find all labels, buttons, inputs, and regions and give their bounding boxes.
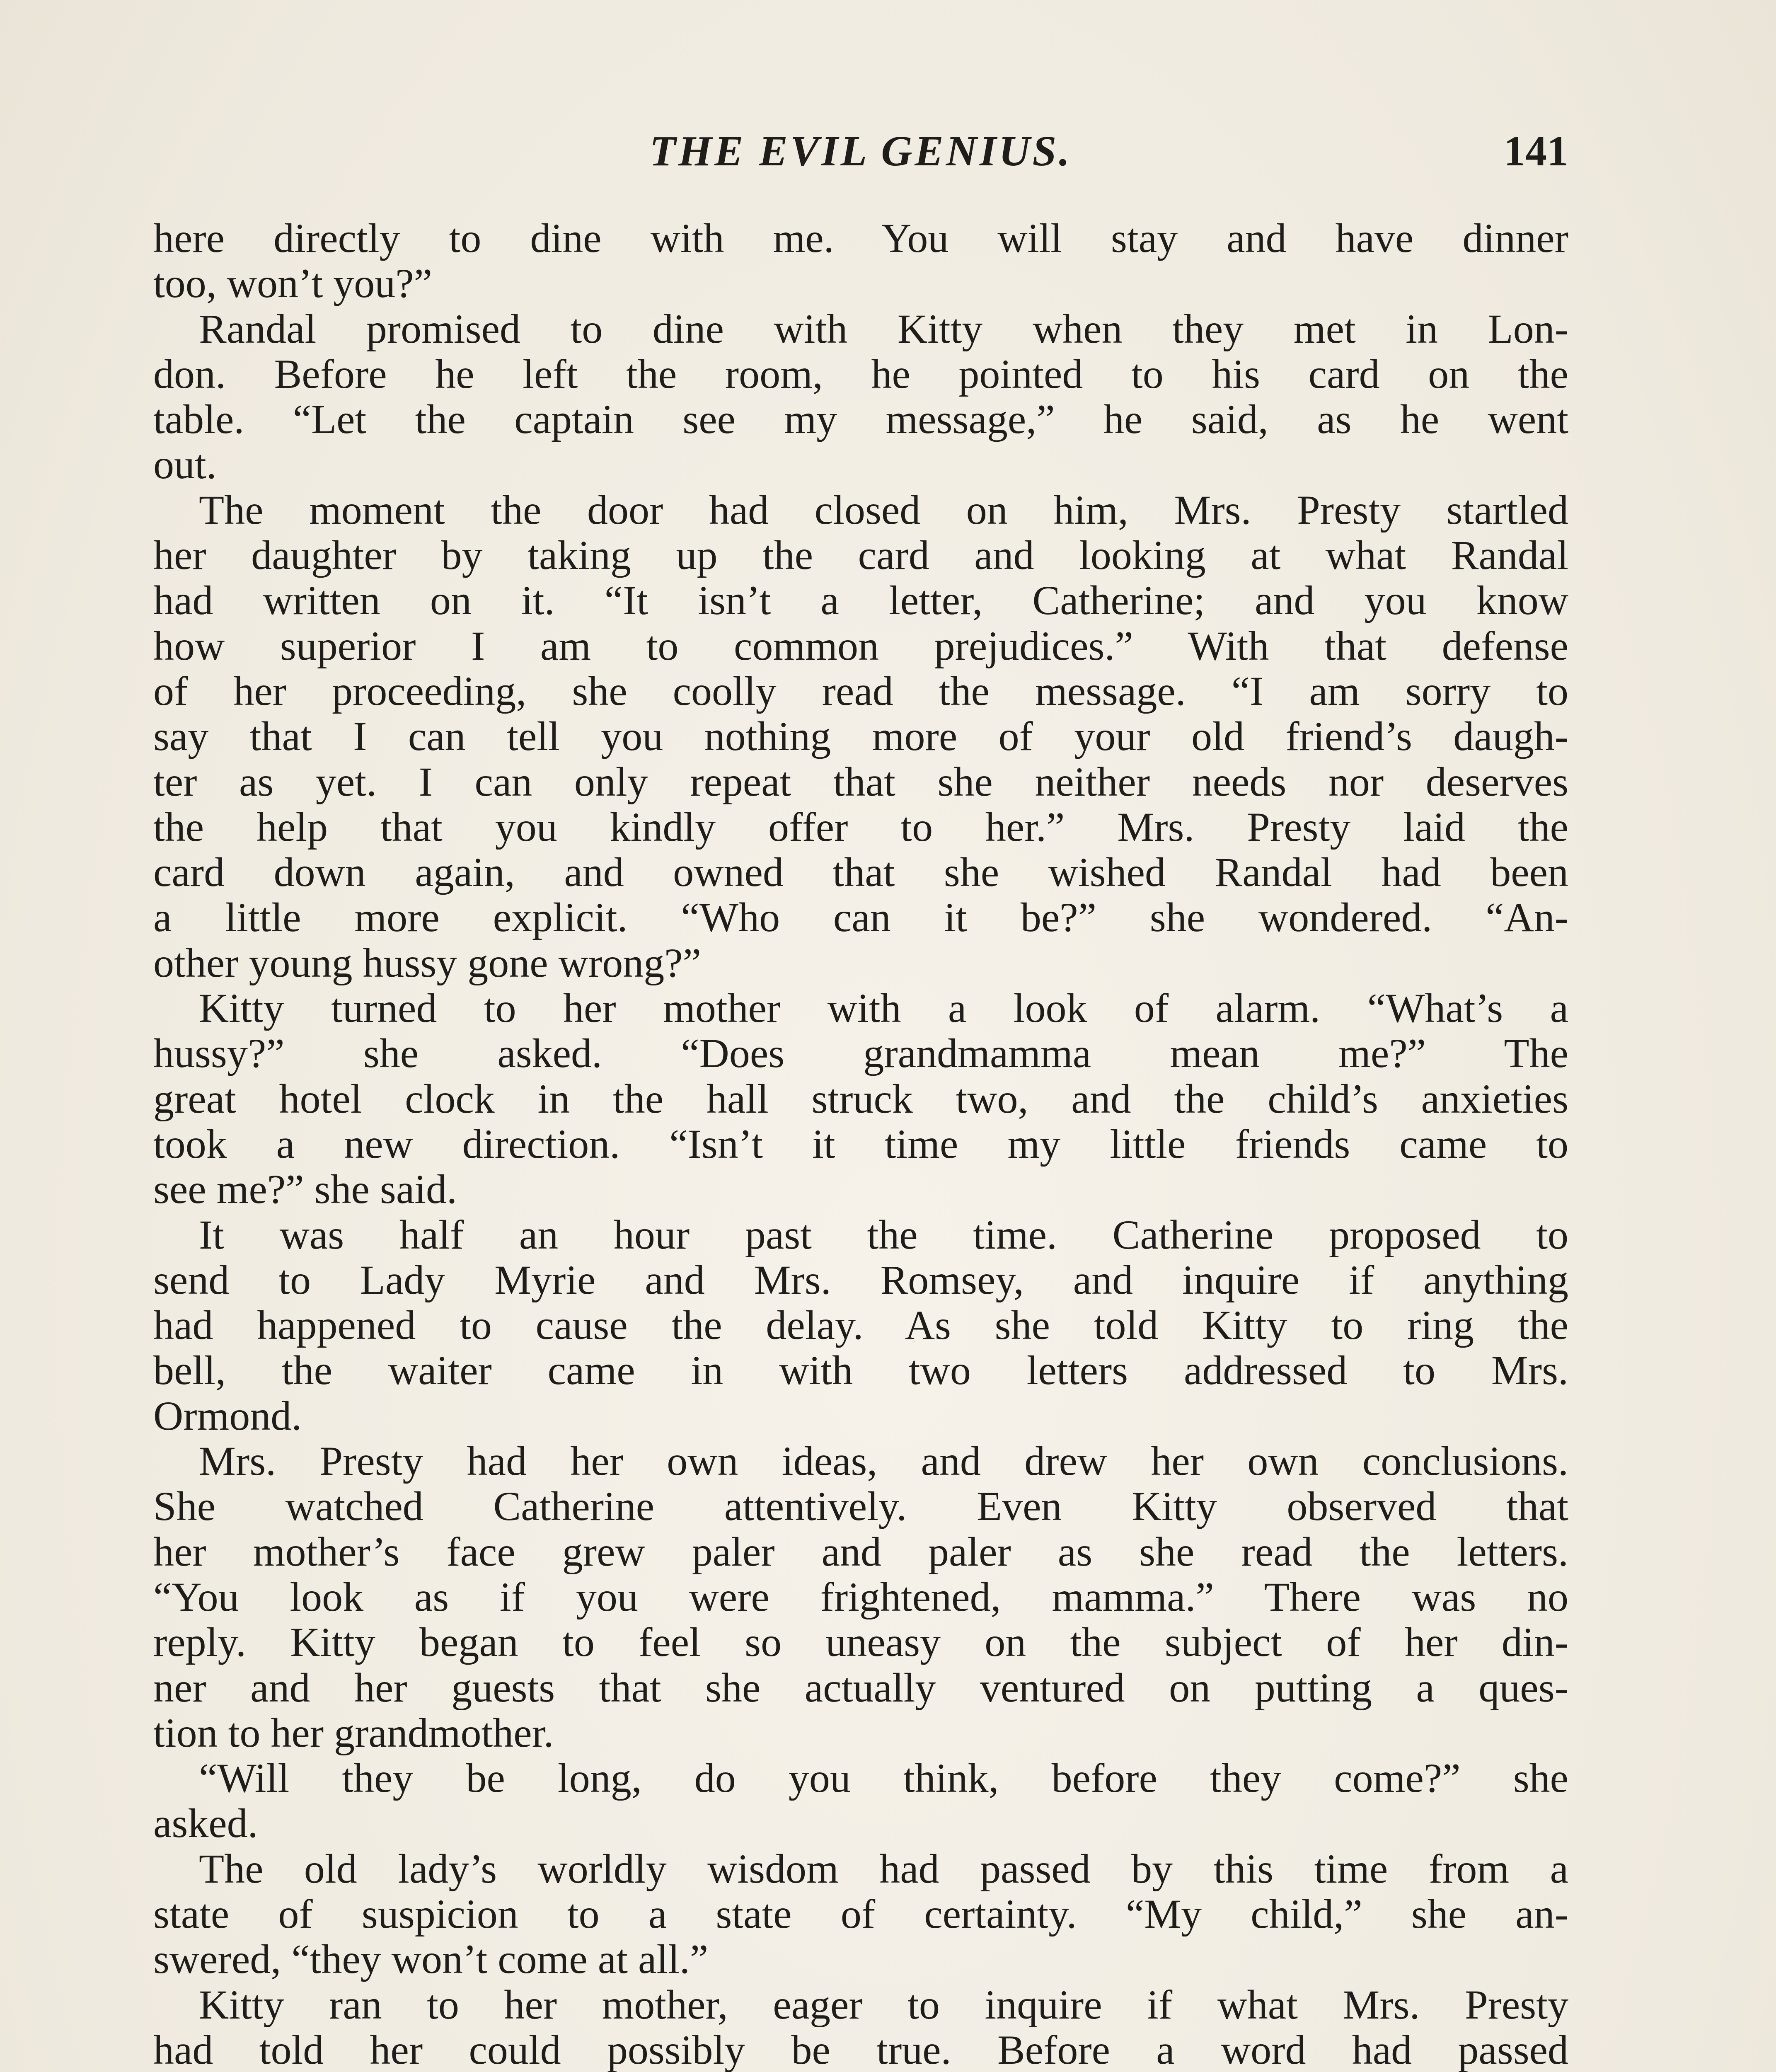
text-line: She watched Catherine attentively. Even Kitty observed that — [153, 1484, 1568, 1529]
text-line: reply. Kitty began to feel so uneasy on the subject of her din- — [153, 1619, 1568, 1665]
text-line: the help that you kindly offer to her.” Mrs. Presty laid the — [153, 804, 1568, 850]
text-line: how superior I am to common prejudices.” With that defense — [153, 623, 1568, 668]
running-head: THE EVIL GENIUS. — [649, 127, 1072, 175]
text-line: Randal promised to dine with Kitty when they met in Lon- — [199, 306, 1568, 351]
text-line: hussy?” she asked. “Does grandmamma mean me?” The — [153, 1031, 1568, 1076]
text-line: asked. — [153, 1801, 258, 1846]
text-line: don. Before he left the room, he pointed to his card on the — [153, 351, 1568, 397]
text-line: had told her could possibly be true. Before a word had passed — [153, 2027, 1568, 2072]
text-line: card down again, and owned that she wished Randal had been — [153, 850, 1568, 895]
text-line: too, won’t you?” — [153, 261, 433, 306]
text-line: ner and her guests that she actually ventured on putting a ques- — [153, 1665, 1568, 1710]
text-line: here directly to dine with me. You will stay and have dinner — [153, 215, 1568, 261]
text-line: send to Lady Myrie and Mrs. Romsey, and inquire if anything — [153, 1257, 1568, 1303]
text-line: bell, the waiter came in with two letters addressed to Mrs. — [153, 1348, 1568, 1393]
text-line: see me?” she said. — [153, 1167, 457, 1212]
text-line: say that I can tell you nothing more of your old friend’s daugh- — [153, 714, 1568, 759]
text-line: had happened to cause the delay. As she told Kitty to ring the — [153, 1302, 1568, 1348]
text-line: “Will they be long, do you think, before they come?” she — [199, 1755, 1568, 1801]
text-line: her daughter by taking up the card and looking at what Randal — [153, 533, 1568, 578]
text-line: had written on it. “It isn’t a letter, Catherine; and you know — [153, 578, 1568, 623]
page-number: 141 — [1504, 127, 1568, 175]
text-line: great hotel clock in the hall struck two, and the child’s anxieties — [153, 1076, 1568, 1121]
text-line: state of suspicion to a state of certainty. “My child,” she an- — [153, 1891, 1568, 1937]
text-line: ter as yet. I can only repeat that she neither needs nor deserves — [153, 759, 1568, 804]
text-line: The moment the door had closed on him, Mrs. Presty startled — [199, 487, 1568, 533]
text-line: swered, “they won’t come at all.” — [153, 1936, 709, 1982]
body-text — [153, 215, 1568, 2072]
text-line: Mrs. Presty had her own ideas, and drew her own conclusions. — [199, 1438, 1568, 1484]
text-line: table. “Let the captain see my message,” he said, as he went — [153, 397, 1568, 442]
text-line: It was half an hour past the time. Catherine proposed to — [199, 1212, 1568, 1257]
text-line: The old lady’s worldly wisdom had passed by this time from a — [199, 1846, 1568, 1891]
text-line: Kitty ran to her mother, eager to inquire if what Mrs. Presty — [199, 1982, 1568, 2027]
text-line: of her proceeding, she coolly read the message. “I am sorry to — [153, 668, 1568, 714]
text-line: other young hussy gone wrong?” — [153, 940, 701, 986]
text-line: took a new direction. “Isn’t it time my little friends came to — [153, 1121, 1568, 1167]
text-line: her mother’s face grew paler and paler as she read the letters. — [153, 1529, 1568, 1574]
text-line: tion to her grandmother. — [153, 1710, 554, 1756]
text-line: Ormond. — [153, 1393, 302, 1439]
page-header — [153, 120, 1568, 182]
text-line: “You look as if you were frightened, mamma.” There was no — [153, 1574, 1568, 1620]
text-line: Kitty turned to her mother with a look of alarm. “What’s a — [199, 985, 1568, 1031]
text-line: a little more explicit. “Who can it be?” she wondered. “An- — [153, 895, 1568, 940]
text-line: out. — [153, 442, 217, 487]
